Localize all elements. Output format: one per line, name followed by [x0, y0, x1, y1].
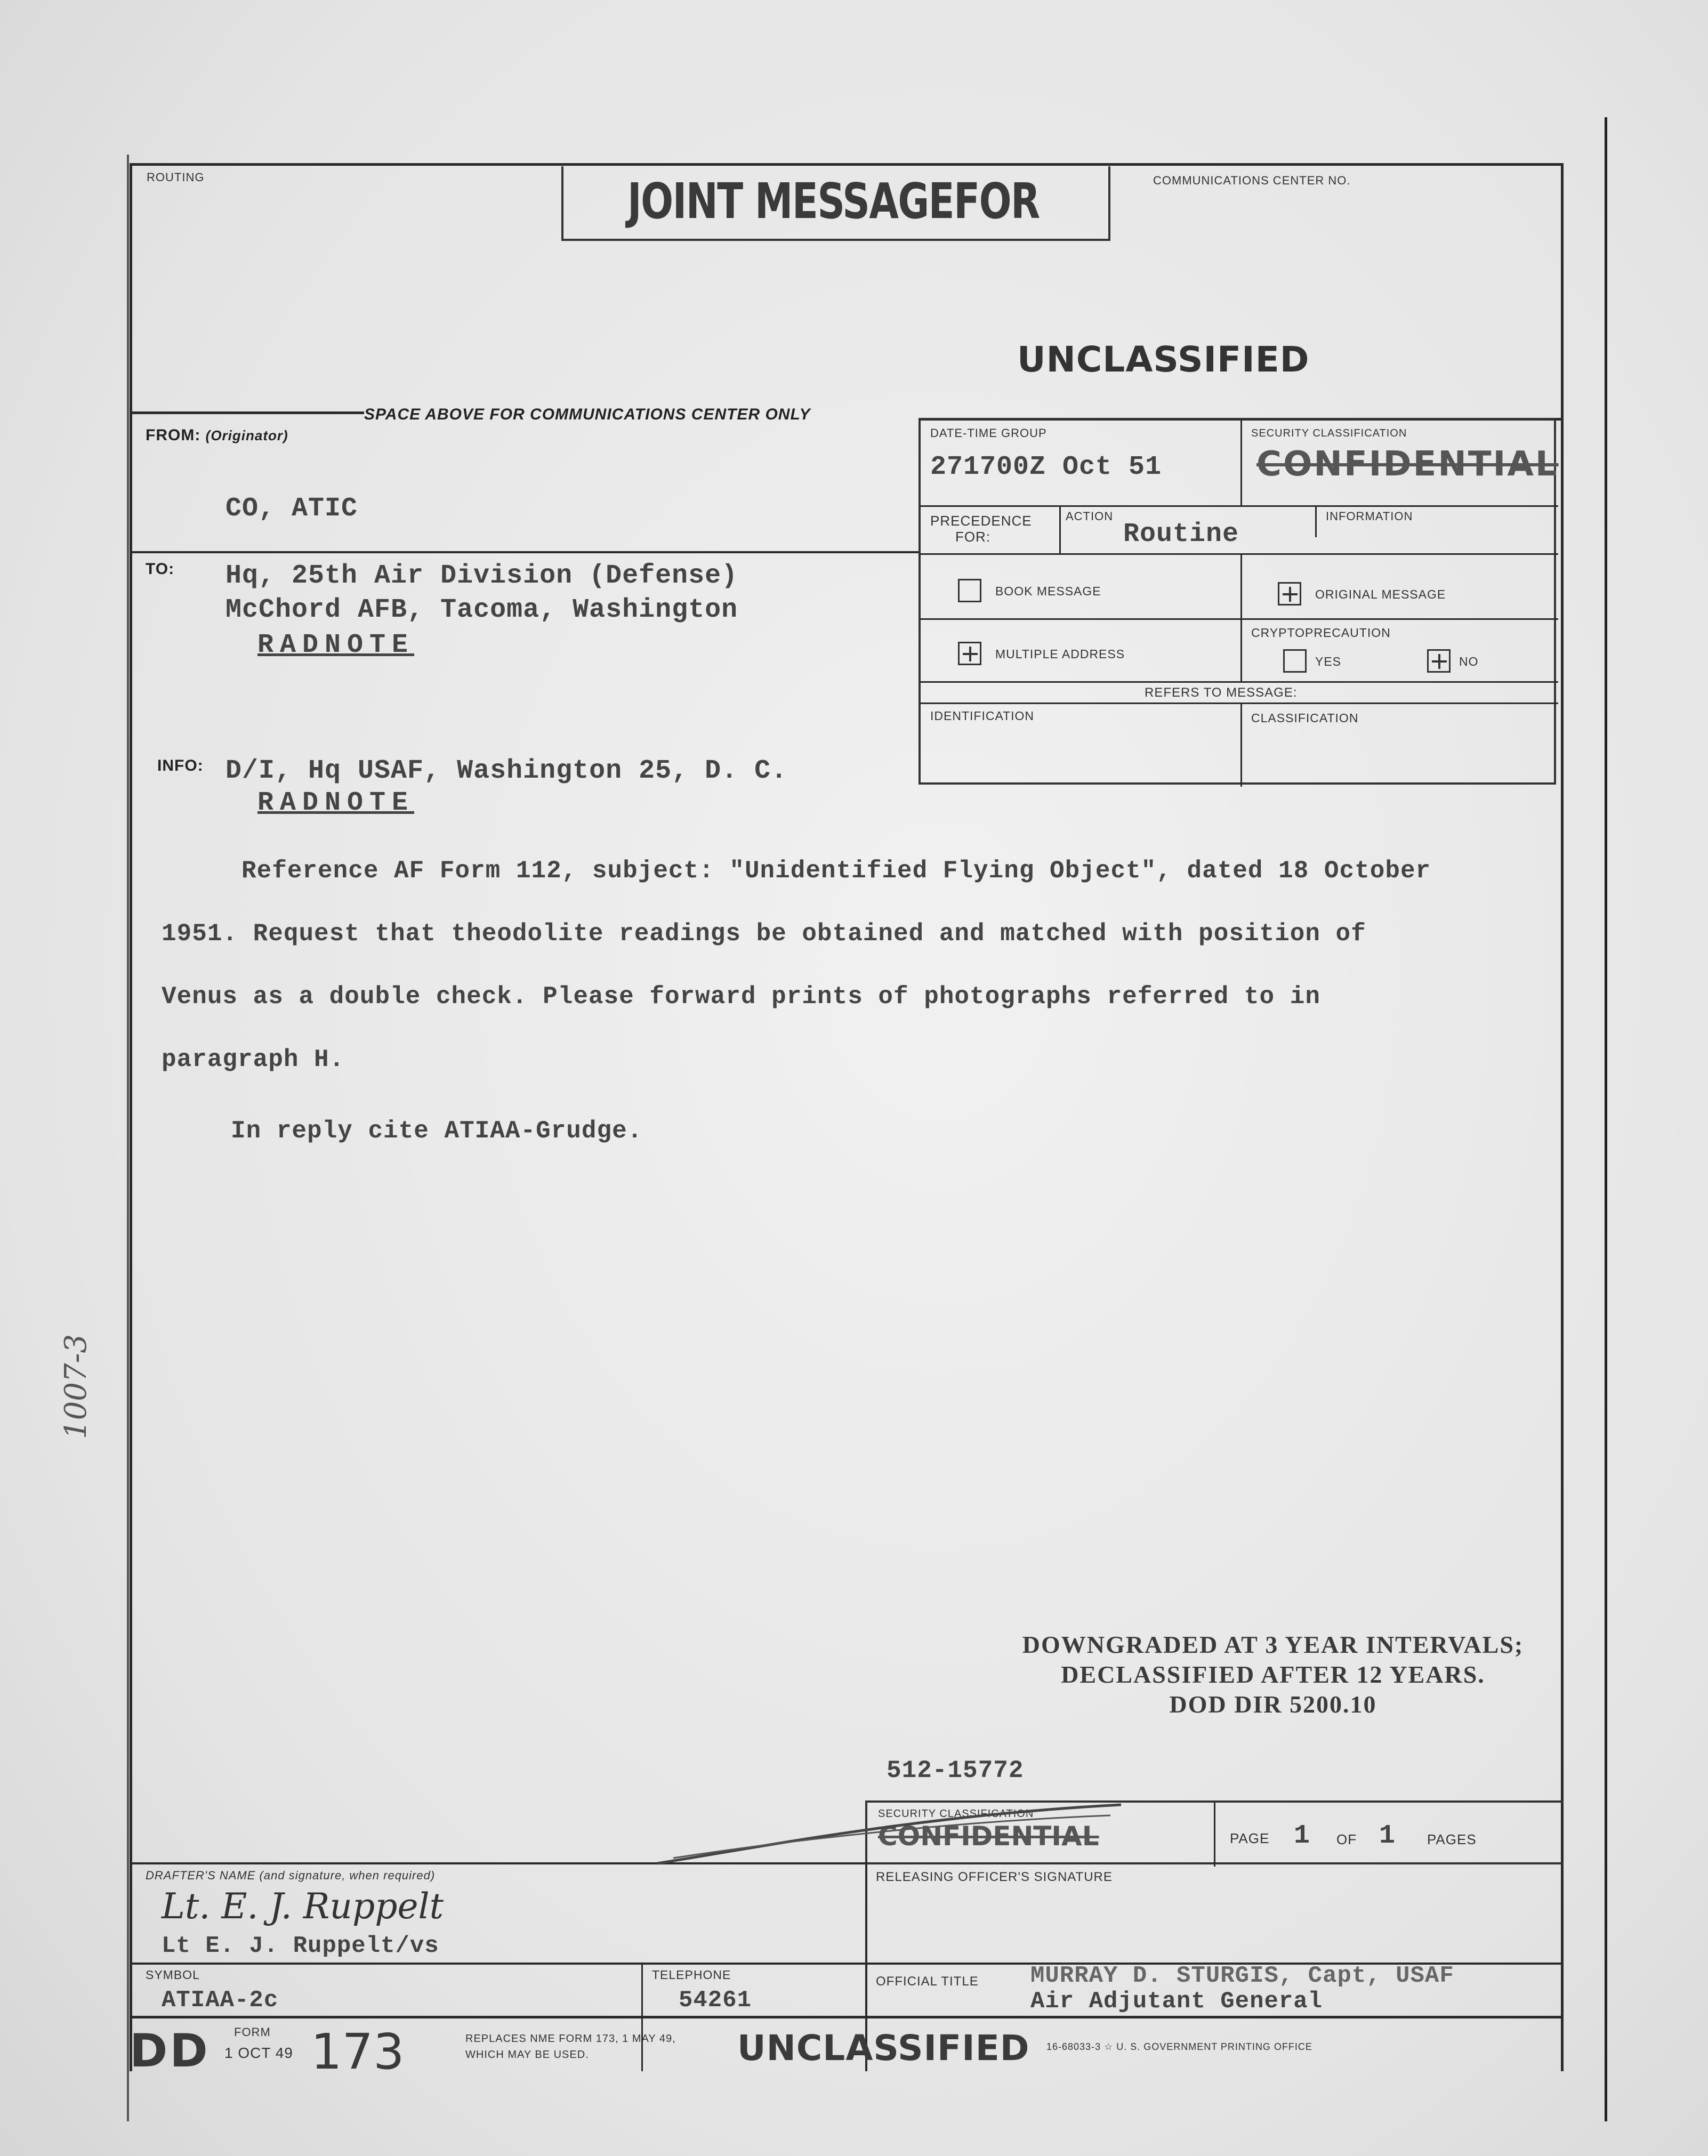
- scan-frame-right: [1605, 117, 1607, 2121]
- downgrade-stamp: [977, 1630, 1569, 1719]
- multiple-address-checkbox[interactable]: [958, 642, 981, 665]
- signature-swoosh-path: [657, 1805, 1121, 1863]
- original-message-label: ORIGINAL MESSAGE: [1315, 587, 1446, 601]
- options-row-divider: [921, 618, 1558, 620]
- book-message-label: BOOK MESSAGE: [995, 584, 1101, 598]
- identification-divider: [1240, 702, 1242, 787]
- drafter-signature: Lt. E. J. Ruppelt: [162, 1886, 444, 1927]
- form-date: 1 OCT 49: [224, 2045, 293, 2061]
- official-title-line2: Air Adjutant General: [1030, 1988, 1323, 2015]
- from-label: [146, 426, 288, 445]
- signature-swoosh-path-2: [673, 1815, 1110, 1858]
- unclassified-stamp-bottom: UNCLASSIFIED: [737, 2028, 1030, 2069]
- crypto-yes-checkbox[interactable]: [1283, 649, 1307, 673]
- message-form: [130, 163, 1564, 2080]
- footer-security-label: SECURITY CLASSIFICATION: [878, 1808, 1034, 1820]
- pages-label: PAGES: [1427, 1831, 1477, 1847]
- comm-center-label: COMMUNICATIONS CENTER NO.: [1153, 174, 1351, 187]
- form-number: 173: [311, 2023, 405, 2080]
- drafter-label: DRAFTER'S NAME (and signature, when required): [146, 1869, 436, 1882]
- document-number: 512-15772: [887, 1757, 1024, 1784]
- action-label: ACTION: [1066, 510, 1114, 523]
- refers-to-label: REFERS TO MESSAGE:: [1145, 685, 1298, 700]
- body-line1: Reference AF Form 112, subject: "Unidentified Flying Object", dated 18 October: [241, 857, 1431, 885]
- dtg-precedence-divider: [921, 505, 1558, 507]
- crypto-yes-label: YES: [1315, 655, 1342, 668]
- downgrade-line2: DECLASSIFIED AFTER 12 YEARS.: [1061, 1661, 1485, 1688]
- form-title-box: [561, 166, 1110, 241]
- form-title: JOINT MESSAGEFOR: [627, 173, 1040, 230]
- page-label: PAGE: [1230, 1830, 1270, 1846]
- form-border-bottom: [130, 2016, 1564, 2018]
- dtg-label: DATE-TIME GROUP: [930, 426, 1047, 440]
- original-message-checkbox[interactable]: [1278, 582, 1301, 605]
- signature-swoosh: [652, 1783, 1132, 1869]
- body-line2: 1951. Request that theodolite readings be obtained and matched with position of: [162, 920, 1366, 948]
- multiple-address-label: MULTIPLE ADDRESS: [995, 647, 1125, 661]
- info-line2: RADNOTE: [257, 788, 415, 818]
- body-line5: In reply cite ATIAA-Grudge.: [231, 1117, 643, 1145]
- book-message-checkbox[interactable]: [958, 579, 981, 602]
- to-line1: Hq, 25th Air Division (Defense): [225, 561, 738, 591]
- downgrade-line1: DOWNGRADED AT 3 YEAR INTERVALS;: [1022, 1631, 1524, 1658]
- form-border-left: [130, 163, 132, 2071]
- comm-center-divider: [130, 411, 364, 414]
- form-border-right: [1561, 163, 1564, 2071]
- form-border-top: [130, 163, 1564, 166]
- symbol-label: SYMBOL: [146, 1968, 200, 1982]
- body-line3: Venus as a double check. Please forward prints of photographs referred to in: [162, 983, 1320, 1011]
- precedence-label: PRECEDENCE FOR:: [930, 513, 1032, 545]
- form-label: FORM: [234, 2025, 271, 2039]
- from-label-text: FROM:: [146, 426, 201, 444]
- dd-mark: DD: [130, 2024, 210, 2078]
- footer-security-struck: CONFIDENTIAL: [878, 1821, 1099, 1852]
- crypto-no-label: NO: [1459, 655, 1479, 668]
- message-data-panel: [919, 418, 1559, 785]
- precedence-options-divider: [921, 553, 1558, 555]
- to-line2: McChord AFB, Tacoma, Washington: [225, 595, 738, 625]
- replaces-line2: WHICH MAY BE USED.: [465, 2049, 589, 2061]
- space-above-note: SPACE ABOVE FOR COMMUNICATIONS CENTER ONLY: [364, 406, 811, 423]
- options-vertical-divider: [1240, 553, 1242, 681]
- from-sublabel: (Originator): [205, 427, 288, 443]
- page-value: 1: [1294, 1821, 1311, 1851]
- to-label: TO:: [146, 560, 175, 578]
- security-class-label: SECURITY CLASSIFICATION: [1251, 427, 1407, 439]
- cryptoprecaution-label: CRYPTOPRECAUTION: [1251, 626, 1391, 640]
- drafter-name: Lt E. J. Ruppelt/vs: [162, 1933, 439, 1959]
- page-divider: [1214, 1803, 1215, 1867]
- info-line1: D/I, Hq USAF, Washington 25, D. C.: [225, 756, 788, 786]
- action-value: Routine: [1123, 519, 1239, 550]
- downgrade-line3: DOD DIR 5200.10: [1169, 1691, 1377, 1718]
- footer-symbol-divider: [130, 1963, 865, 1965]
- dtg-value: 271700Z Oct 51: [930, 452, 1162, 482]
- of-label: OF: [1336, 1831, 1357, 1847]
- action-information-divider: [1315, 505, 1317, 537]
- margin-handwritten-number: 1007-3: [59, 1334, 93, 1439]
- info-label: INFO:: [157, 757, 204, 774]
- identification-label: IDENTIFICATION: [930, 709, 1035, 723]
- official-title-line1: MURRAY D. STURGIS, Capt, USAF: [1030, 1963, 1454, 1989]
- unclassified-stamp-top: UNCLASSIFIED: [1017, 339, 1310, 380]
- crypto-no-checkbox[interactable]: [1427, 649, 1451, 673]
- refers-top-divider: [921, 681, 1558, 683]
- security-class-value-struck: CONFIDENTIAL: [1256, 445, 1559, 484]
- dtg-divider-vertical: [1240, 420, 1242, 505]
- from-value: CO, ATIC: [225, 494, 358, 524]
- from-to-divider: [130, 551, 919, 553]
- body-line4: paragraph H.: [162, 1046, 345, 1073]
- routing-label: ROUTING: [147, 171, 205, 184]
- official-title-label: OFFICIAL TITLE: [876, 1974, 979, 1989]
- symbol-value: ATIAA-2c: [162, 1987, 279, 2014]
- scan-frame-left: [127, 155, 129, 2121]
- classification-label: CLASSIFICATION: [1251, 711, 1359, 725]
- releasing-officer-label: RELEASING OFFICER'S SIGNATURE: [876, 1870, 1113, 1884]
- telephone-value: 54261: [679, 1987, 752, 2014]
- of-value: 1: [1379, 1821, 1396, 1851]
- precedence-action-divider: [1059, 505, 1061, 553]
- printing-office: 16-68033-3 ☆ U. S. GOVERNMENT PRINTING OFFICE: [1046, 2041, 1312, 2052]
- to-line3: RADNOTE: [257, 630, 415, 660]
- replaces-line1: REPLACES NME FORM 173, 1 MAY 49,: [465, 2033, 676, 2045]
- telephone-label: TELEPHONE: [652, 1968, 731, 1982]
- information-label: INFORMATION: [1326, 510, 1413, 523]
- refers-bottom-divider: [921, 702, 1558, 704]
